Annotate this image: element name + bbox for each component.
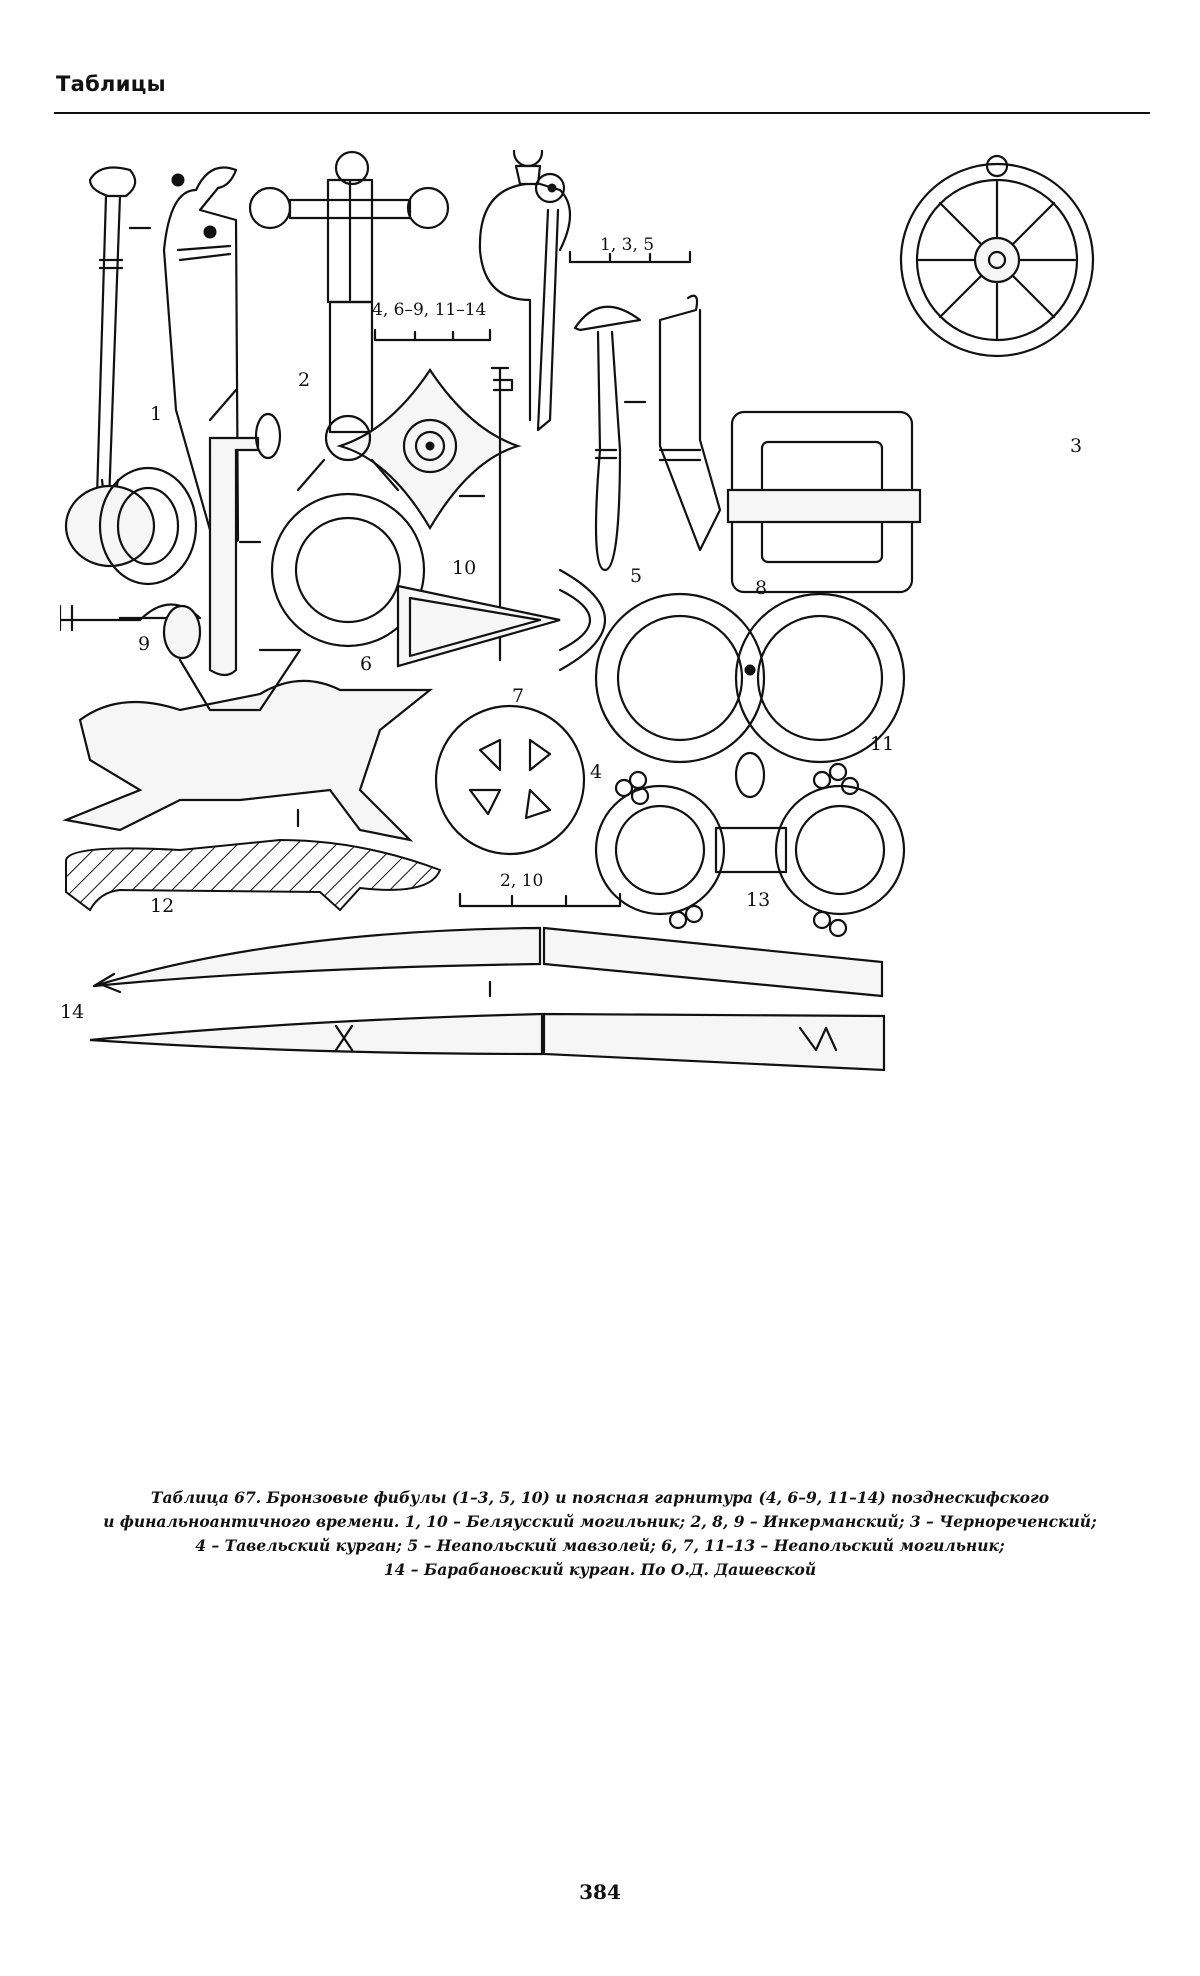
caption-line: 4 – Тавельский курган; 5 – Неапольский мавзолей; 6, 7, 11–13 – Неапольский могильник; (195, 1536, 1005, 1555)
scale-label-b: 4, 6–9, 11–14 (372, 300, 487, 320)
artifact-3-wheel-fibula (901, 156, 1093, 457)
figure-number-12: 12 (150, 895, 175, 917)
figure-number-4: 4 (590, 761, 603, 783)
caption-line: Таблица 67. Бронзовые фибулы (1–3, 5, 10) и поясная гарнитура (4, 6–9, 11–14) позднескифского (150, 1488, 1050, 1507)
artifact-14-fittings (60, 928, 884, 1070)
figure-number-3: 3 (1070, 435, 1083, 457)
figure-number-13: 13 (746, 889, 771, 911)
figure-number-8: 8 (755, 577, 768, 599)
figure-number-2: 2 (298, 369, 311, 391)
scale-bar-b (372, 300, 490, 340)
artifact-5-fibula (575, 296, 720, 587)
artifact-4-disc (436, 706, 602, 854)
scale-bar-c (460, 871, 620, 906)
figure-number-1: 1 (150, 403, 163, 425)
figure-number-5: 5 (630, 565, 643, 587)
artifact-11-buckle (596, 594, 904, 797)
caption-line: и финальноантичного времени. 1, 10 – Беляусский могильник; 2, 8, 9 – Инкерманский; 3 – Чернореченский; (103, 1512, 1097, 1531)
artifact-2b-fibula (480, 150, 570, 430)
page-number: 384 (579, 1880, 621, 1904)
figure-number-14: 14 (60, 1001, 85, 1023)
running-header: Таблицы (56, 72, 166, 96)
scale-label-a: 1, 3, 5 (600, 235, 655, 255)
artifact-7-plaque (398, 570, 605, 707)
header-rule (54, 112, 1150, 114)
plate-caption (60, 1486, 1140, 1582)
scale-label-c: 2, 10 (500, 871, 544, 891)
figure-number-6: 6 (360, 653, 373, 675)
figure-number-7: 7 (512, 685, 525, 707)
artifact-plate (60, 150, 1140, 1380)
figure-number-11: 11 (870, 733, 895, 755)
artifact-12-strap-end (66, 840, 440, 917)
artifact-8-buckle (728, 412, 920, 599)
figure-number-9: 9 (138, 633, 151, 655)
artifact-13-buckle (596, 764, 904, 936)
figure-number-10: 10 (452, 557, 477, 579)
scale-bar-a (570, 235, 690, 262)
caption-line: 14 – Барабановский курган. По О.Д. Дашевской (383, 1560, 817, 1579)
